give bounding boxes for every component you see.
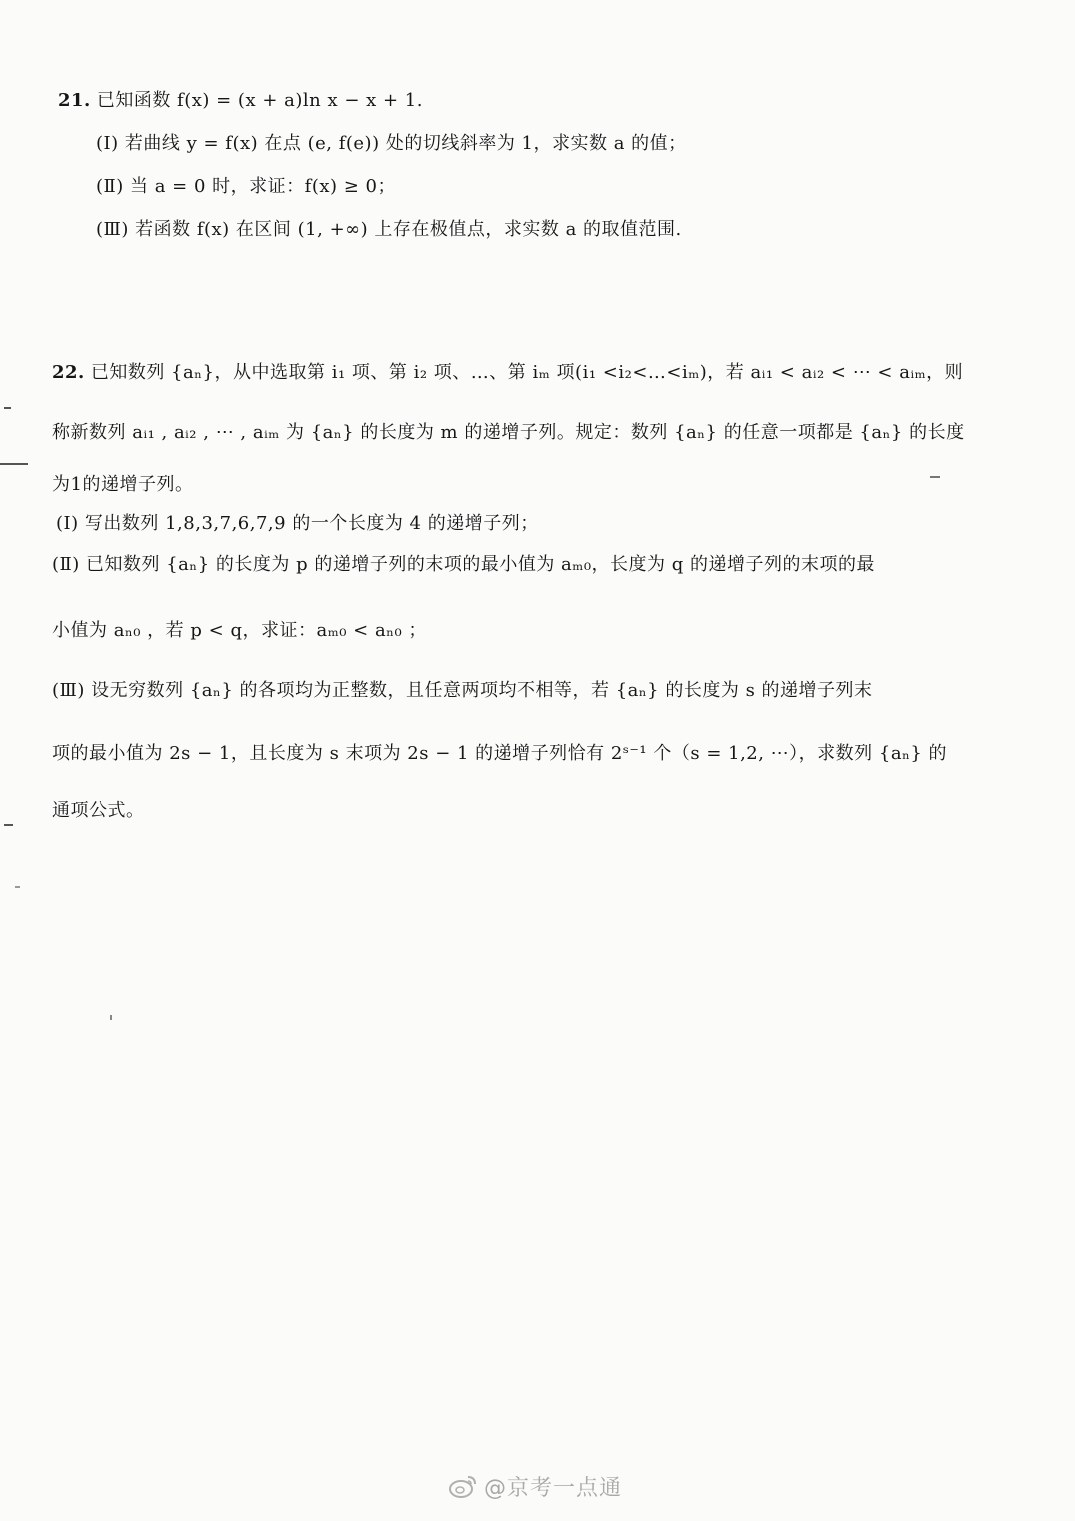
q22-stem-line1 <box>52 360 963 386</box>
q21-stem <box>58 88 423 114</box>
scan-speck <box>110 1015 112 1020</box>
q21-part3: (Ⅲ) 若函数 f(x) 在区间 (1, +∞) 上存在极值点，求实数 a 的取值范围. <box>96 219 682 240</box>
scan-speck <box>4 824 13 826</box>
scan-speck <box>930 476 940 478</box>
q22-stem-line1-text: 已知数列 {aₙ}，从中选取第 i₁ 项、第 i₂ 项、…、第 iₘ 项(i₁ <i₂<…<iₘ)，若 aᵢ₁ < aᵢ₂ < ⋯ < aᵢₘ，则 <box>90 362 964 383</box>
watermark-text: @京考一点通 <box>484 1475 623 1501</box>
weibo-watermark <box>448 1466 622 1506</box>
scan-speck <box>0 463 28 465</box>
q21-number: 21. <box>58 90 91 111</box>
q22-number: 22. <box>52 362 85 383</box>
scan-speck <box>15 886 20 888</box>
q22-part3-line2: 项的最小值为 2s − 1，且长度为 s 末项为 2s − 1 的递增子列恰有 2ˢ⁻¹ 个（s = 1,2, ⋯），求数列 {aₙ} 的 <box>52 743 948 764</box>
q22-part2-line1: (Ⅱ) 已知数列 {aₙ} 的长度为 p 的递增子列的末项的最小值为 aₘ₀，长度为 q 的递增子列的末项的最 <box>52 554 876 575</box>
q21-part2: (Ⅱ) 当 a = 0 时，求证：f(x) ≥ 0； <box>96 176 396 197</box>
q22-part1: (Ⅰ) 写出数列 1,8,3,7,6,7,9 的一个长度为 4 的递增子列； <box>56 513 539 534</box>
q22-stem-line2: 称新数列 aᵢ₁ , aᵢ₂ , ⋯ , aᵢₘ 为 {aₙ} 的长度为 m 的递增子列。规定：数列 {aₙ} 的任意一项都是 {aₙ} 的长度 <box>52 422 965 443</box>
q21-stem-text: 已知函数 f(x) = (x + a)ln x − x + 1. <box>96 90 423 111</box>
q22-part2-line2: 小值为 aₙ₀ ，若 p < q，求证：aₘ₀ < aₙ₀ ； <box>52 620 427 641</box>
q22-part3-line3: 通项公式。 <box>52 800 145 821</box>
scan-speck <box>4 407 11 409</box>
q22-stem-line3: 为1的递增子列。 <box>52 474 194 495</box>
weibo-icon <box>448 1473 478 1499</box>
q22-part3-line1: (Ⅲ) 设无穷数列 {aₙ} 的各项均为正整数，且任意两项均不相等，若 {aₙ} 的长度为 s 的递增子列末 <box>52 680 873 701</box>
q21-part1: (Ⅰ) 若曲线 y = f(x) 在点 (e, f(e)) 处的切线斜率为 1，求实数 a 的值； <box>96 133 687 154</box>
